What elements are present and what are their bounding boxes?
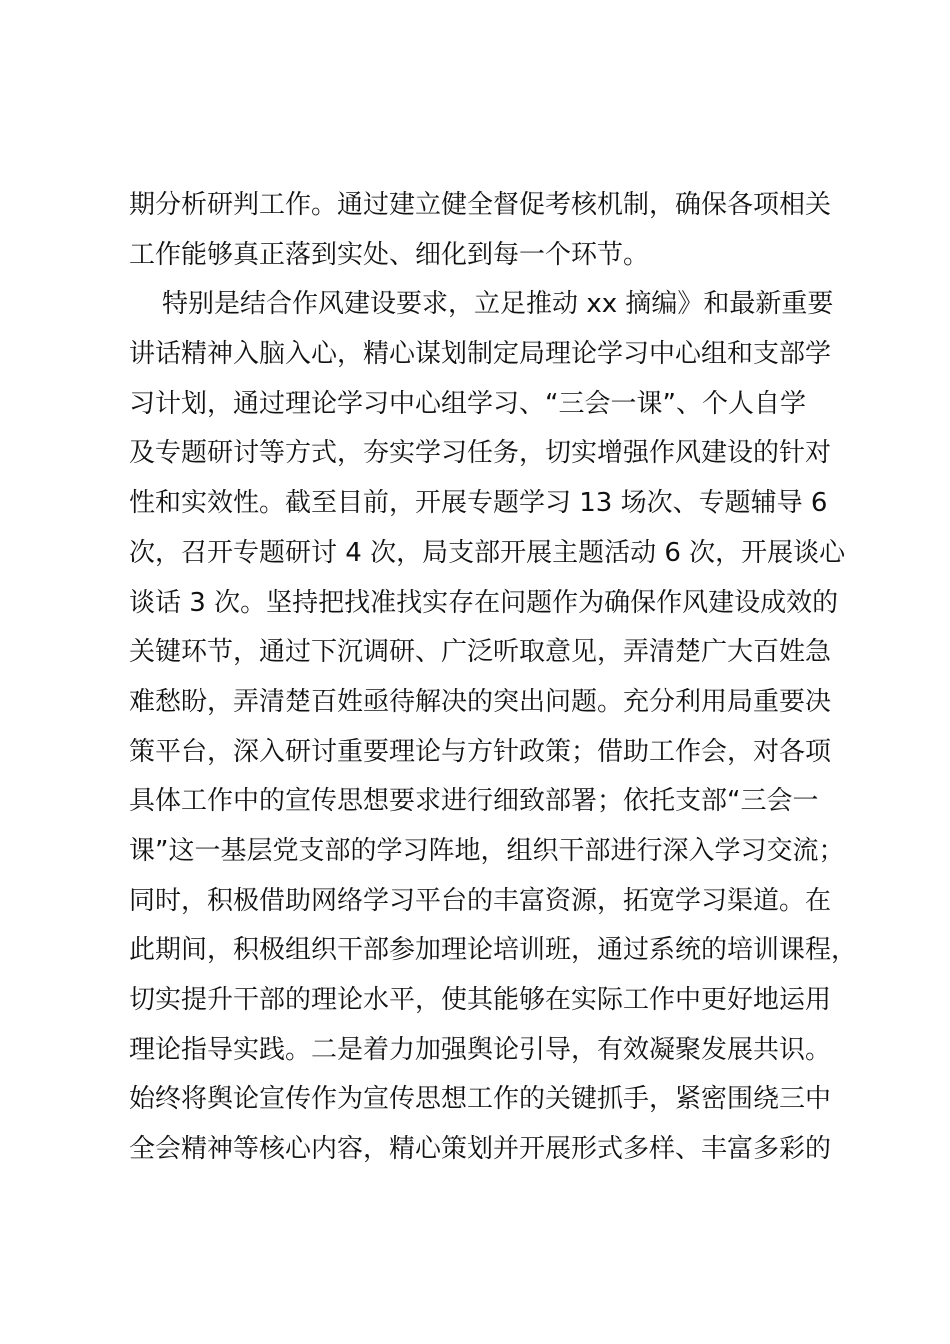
text-line: 全会精神等核心内容，精心策划并开展形式多样、丰富多彩的 — [129, 1134, 832, 1165]
text-line: 此期间，积极组织干部参加理论培训班，通过系统的培训课程， — [129, 935, 858, 966]
text-line: 切实提升干部的理论水平，使其能够在实际工作中更好地运用 — [129, 985, 832, 1015]
text-line: 具体工作中的宣传思想要求进行细致部署；依托支部“三会一 — [129, 786, 819, 817]
text-line: 性和实效性。截至目前，开展专题学习 13 场次、专题辅导 6 — [129, 488, 828, 519]
text-line: 同时，积极借助网络学习平台的丰富资源，拓宽学习渠道。在 — [129, 885, 832, 916]
text-line: 期分析研判工作。通过建立健全督促考核机制，确保各项相关 — [129, 190, 832, 220]
text-line: 策平台，深入研讨重要理论与方针政策；借助工作会，对各项 — [129, 736, 832, 767]
text-line: 工作能够真正落到实处、细化到每一个环节。 — [129, 239, 650, 270]
body-text — [129, 181, 858, 1175]
paragraph-first-line: 特别是结合作风建设要求，立足推动 xx 摘编》和最新重要 — [129, 289, 834, 320]
text-line: 关键环节，通过下沉调研、广泛听取意见，弄清楚广大百姓急 — [129, 637, 832, 668]
text-line: 习计划，通过理论学习中心组学习、“三会一课”、个人自学 — [129, 388, 806, 419]
text-line: 理论指导实践。二是着力加强舆论引导，有效凝聚发展共识。 — [129, 1034, 832, 1065]
text-line: 讲话精神入脑入心，精心谋划制定局理论学习中心组和支部学 — [129, 339, 832, 370]
text-line: 及专题研讨等方式，夯实学习任务，切实增强作风建设的针对 — [129, 438, 832, 469]
text-line: 难愁盼，弄清楚百姓亟待解决的突出问题。充分利用局重要决 — [129, 686, 832, 717]
text-line: 次，召开专题研讨 4 次，局支部开展主题活动 6 次，开展谈心 — [129, 537, 846, 568]
text-line: 谈话 3 次。坚持把找准找实存在问题作为确保作风建设成效的 — [129, 587, 839, 618]
text-line: 始终将舆论宣传作为宣传思想工作的关键抓手，紧密围绕三中 — [129, 1084, 832, 1115]
text-line: 课”这一基层党支部的学习阵地，组织干部进行深入学习交流； — [129, 835, 845, 866]
